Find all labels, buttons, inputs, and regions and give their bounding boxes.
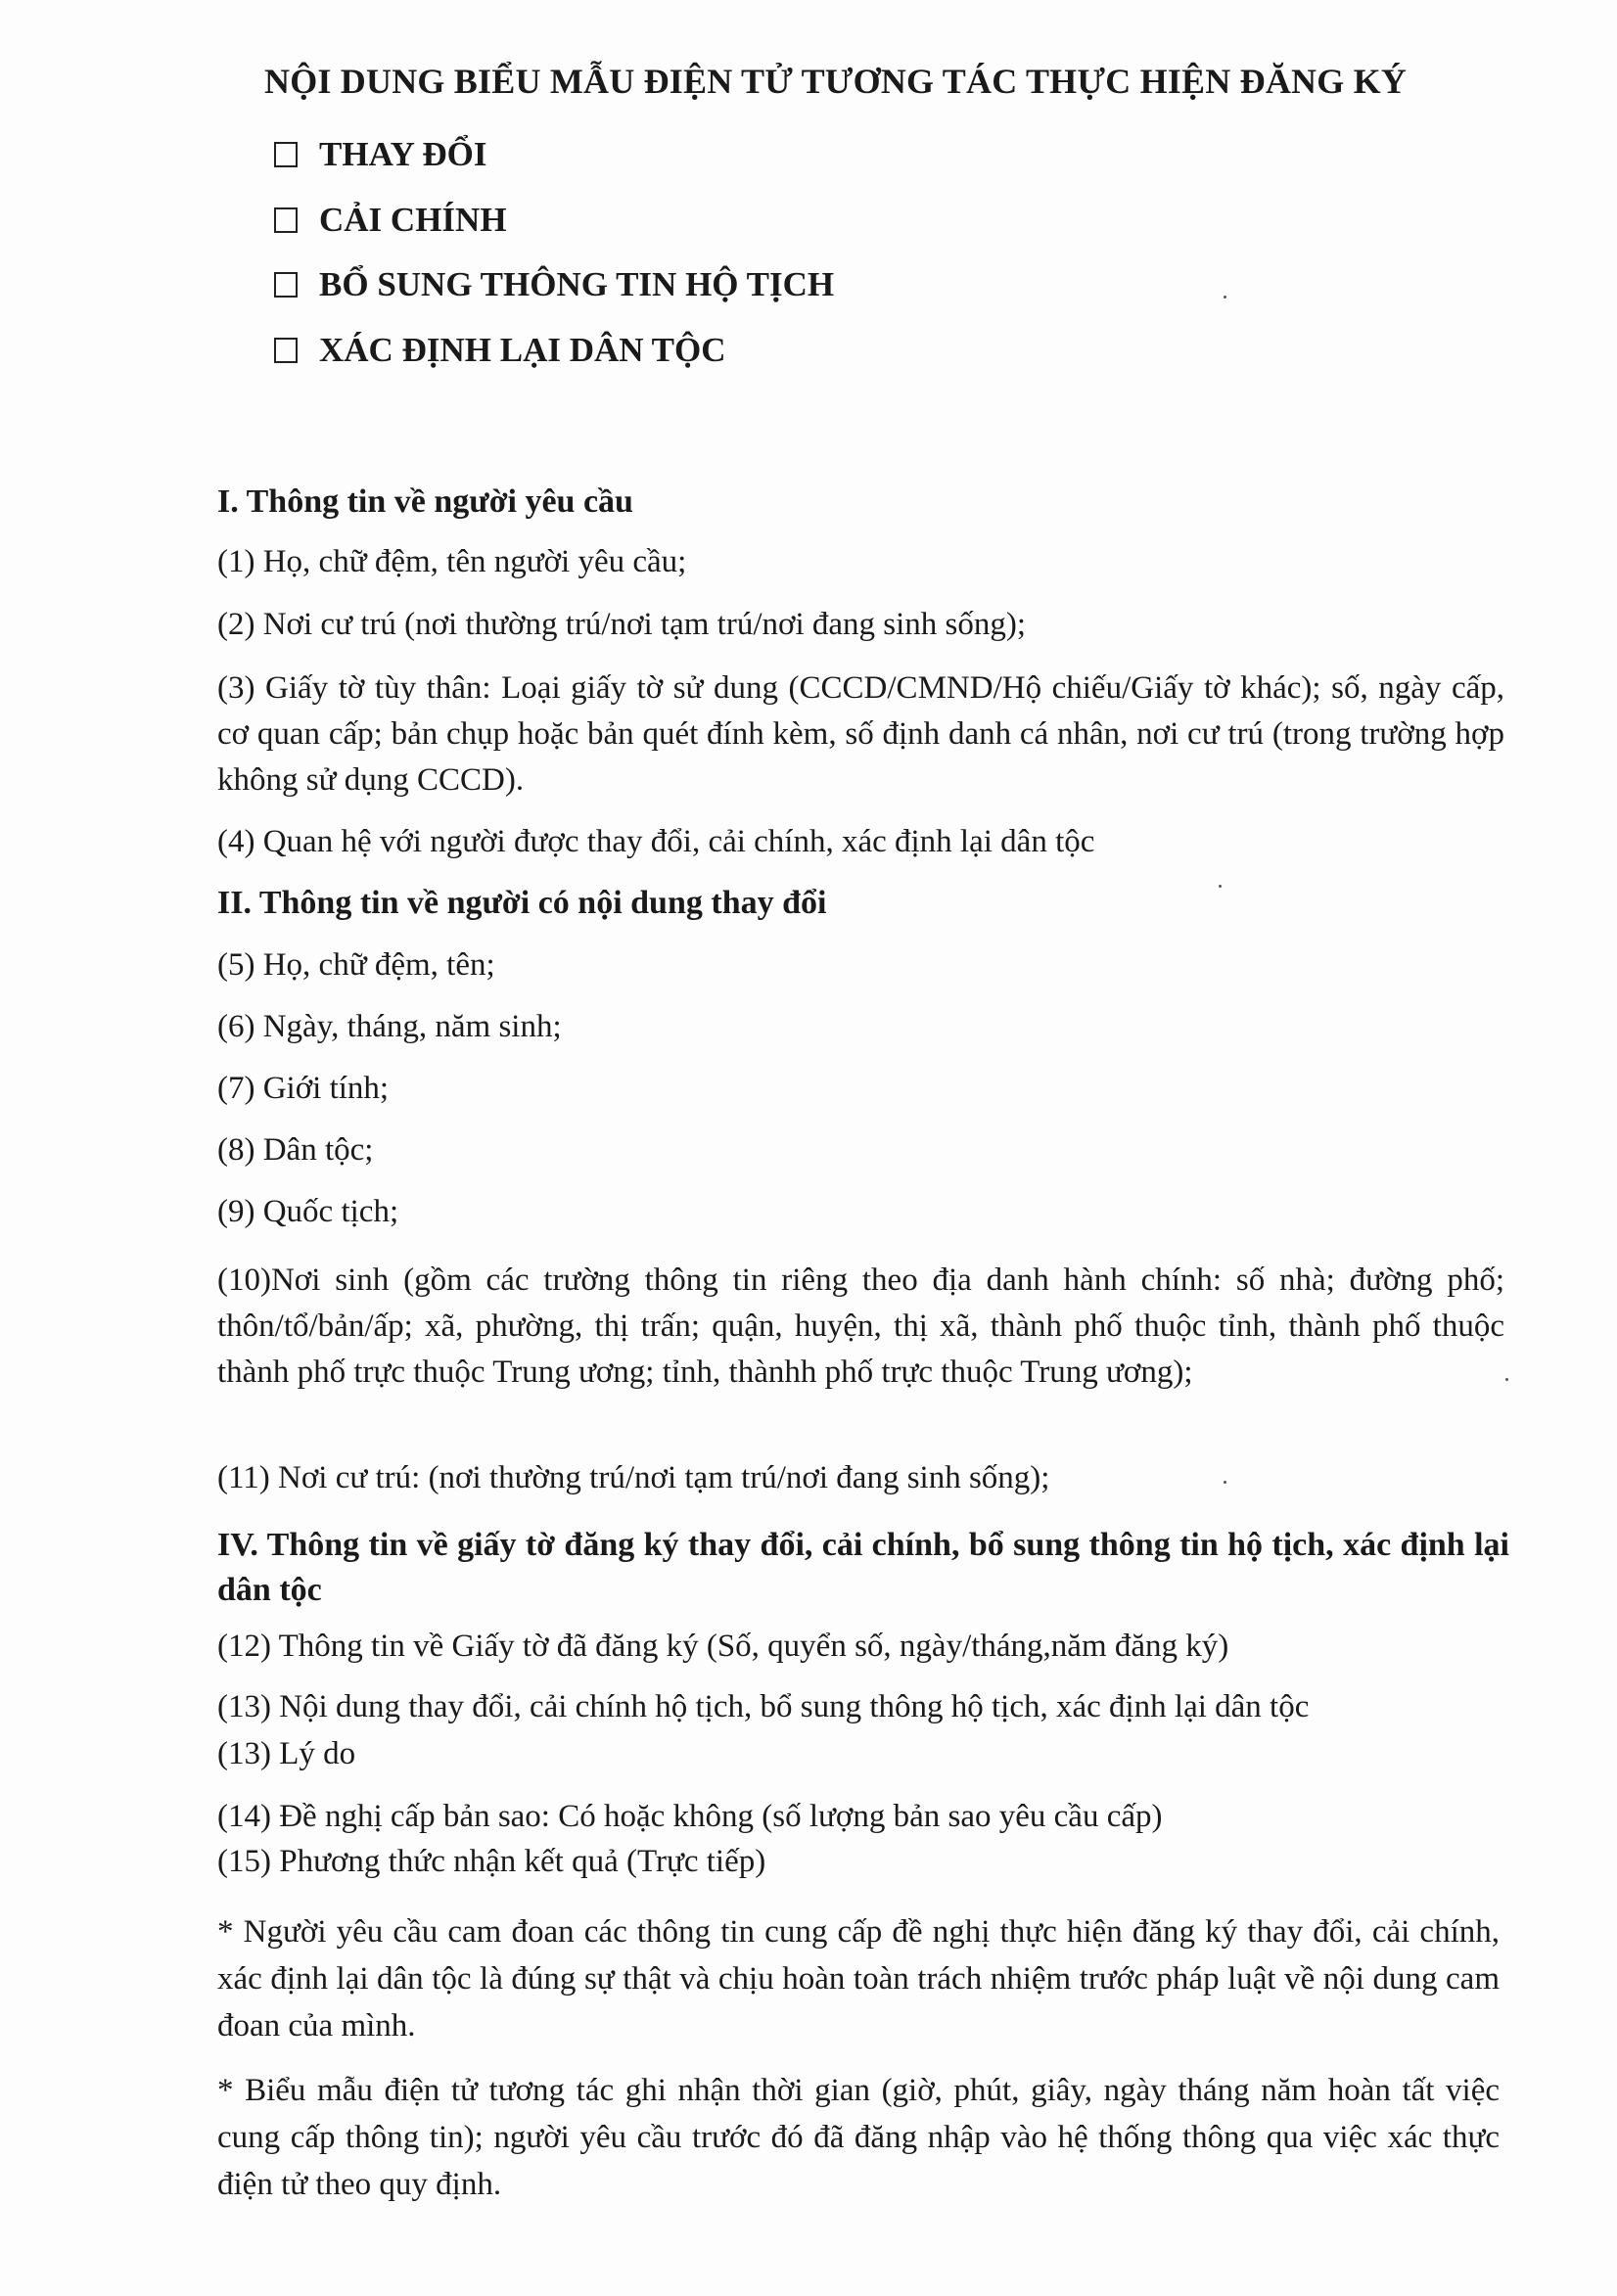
option-bo-sung[interactable] <box>274 265 834 304</box>
list-item: (4) Quan hệ với người được thay đổi, cải chính, xác định lại dân tộc <box>217 824 1095 859</box>
form-title: NỘI DUNG BIỂU MẪU ĐIỆN TỬ TƯƠNG TÁC THỰC HIỆN ĐĂNG KÝ <box>264 62 1408 101</box>
scan-speck <box>1224 296 1226 298</box>
list-item: (12) Thông tin về Giấy tờ đã đăng ký (Số, quyển số, ngày/tháng,năm đăng ký) <box>217 1629 1229 1664</box>
note-timestamp: * Biểu mẫu điện tử tương tác ghi nhận thời gian (giờ, phút, giây, ngày tháng năm hoàn tất việc cung cấp thông tin); người yêu cầu trước đó đã đăng nhập vào hệ thống thông qua việc xác thực điện tử theo quy định. <box>217 2073 1500 2202</box>
scan-speck <box>1224 1481 1226 1484</box>
section-heading: IV. Thông tin về giấy tờ đăng ký thay đổi, cải chính, bổ sung thông tin hộ tịch, xác định lại dân tộc <box>217 1527 1509 1608</box>
list-item: (1) Họ, chữ đệm, tên người yêu cầu; <box>217 544 687 579</box>
checkbox[interactable] <box>274 207 298 233</box>
list-item: (6) Ngày, tháng, năm sinh; <box>217 1009 562 1044</box>
checkbox[interactable] <box>274 272 298 298</box>
list-item: (10)Nơi sinh (gồm các trường thông tin riêng theo địa danh hành chính: số nhà; đường phố; thôn/tổ/bản/ấp; xã, phường, thị trấn; quận, huyện, thị xã, thành phố thuộc tỉnh, thành phố thuộc thành phố trực thuộc Trung ương; tỉnh, thànhh phố trực thuộc Trung ương); <box>217 1263 1504 1390</box>
list-item: (15) Phương thức nhận kết quả (Trực tiếp) <box>217 1844 766 1879</box>
scan-speck <box>1219 885 1222 888</box>
checkbox[interactable] <box>274 338 298 363</box>
list-item: (5) Họ, chữ đệm, tên; <box>217 947 495 983</box>
list-item: (9) Quốc tịch; <box>217 1194 399 1229</box>
checkbox[interactable] <box>274 142 298 167</box>
list-item: (13) Nội dung thay đổi, cải chính hộ tịch, bổ sung thông hộ tịch, xác định lại dân tộc <box>217 1689 1310 1724</box>
list-item: (14) Đề nghị cấp bản sao: Có hoặc không (số lượng bản sao yêu cầu cấp) <box>217 1799 1163 1834</box>
section-heading: II. Thông tin về người có nội dung thay đổi <box>217 885 827 921</box>
list-item: (3) Giấy tờ tùy thân: Loại giấy tờ sử dung (CCCD/CMND/Hộ chiếu/Giấy tờ khác); số, ngày cấp, cơ quan cấp; bản chụp hoặc bản quét đính kèm, số định danh cá nhân, nơi cư trú (trong trường hợp không sử dụng CCCD). <box>217 670 1504 798</box>
option-label: CẢI CHÍNH <box>319 201 507 239</box>
note-commitment: * Người yêu cầu cam đoan các thông tin cung cấp đề nghị thực hiện đăng ký thay đổi, cải chính, xác định lại dân tộc là đúng sự thật và chịu hoàn toàn trách nhiệm trước pháp luật về nội dung cam đoan của mình. <box>217 1914 1500 2043</box>
option-label: BỔ SUNG THÔNG TIN HỘ TỊCH <box>319 265 835 303</box>
list-item: (8) Dân tộc; <box>217 1132 374 1168</box>
list-item: (7) Giới tính; <box>217 1071 390 1106</box>
option-label: THAY ĐỔI <box>319 135 487 173</box>
section-heading: I. Thông tin về người yêu cầu <box>217 483 633 520</box>
list-item: (2) Nơi cư trú (nơi thường trú/nơi tạm trú/nơi đang sinh sống); <box>217 607 1027 642</box>
option-label: XÁC ĐỊNH LẠI DÂN TỘC <box>319 331 726 369</box>
option-thay-doi[interactable] <box>274 135 486 174</box>
option-xac-dinh-lai-dan-toc[interactable] <box>274 331 726 370</box>
list-item: (13) Lý do <box>217 1736 356 1771</box>
list-item: (11) Nơi cư trú: (nơi thường trú/nơi tạm trú/nơi đang sinh sống); <box>217 1460 1050 1495</box>
option-cai-chinh[interactable] <box>274 201 507 240</box>
scan-speck <box>1505 1378 1508 1381</box>
